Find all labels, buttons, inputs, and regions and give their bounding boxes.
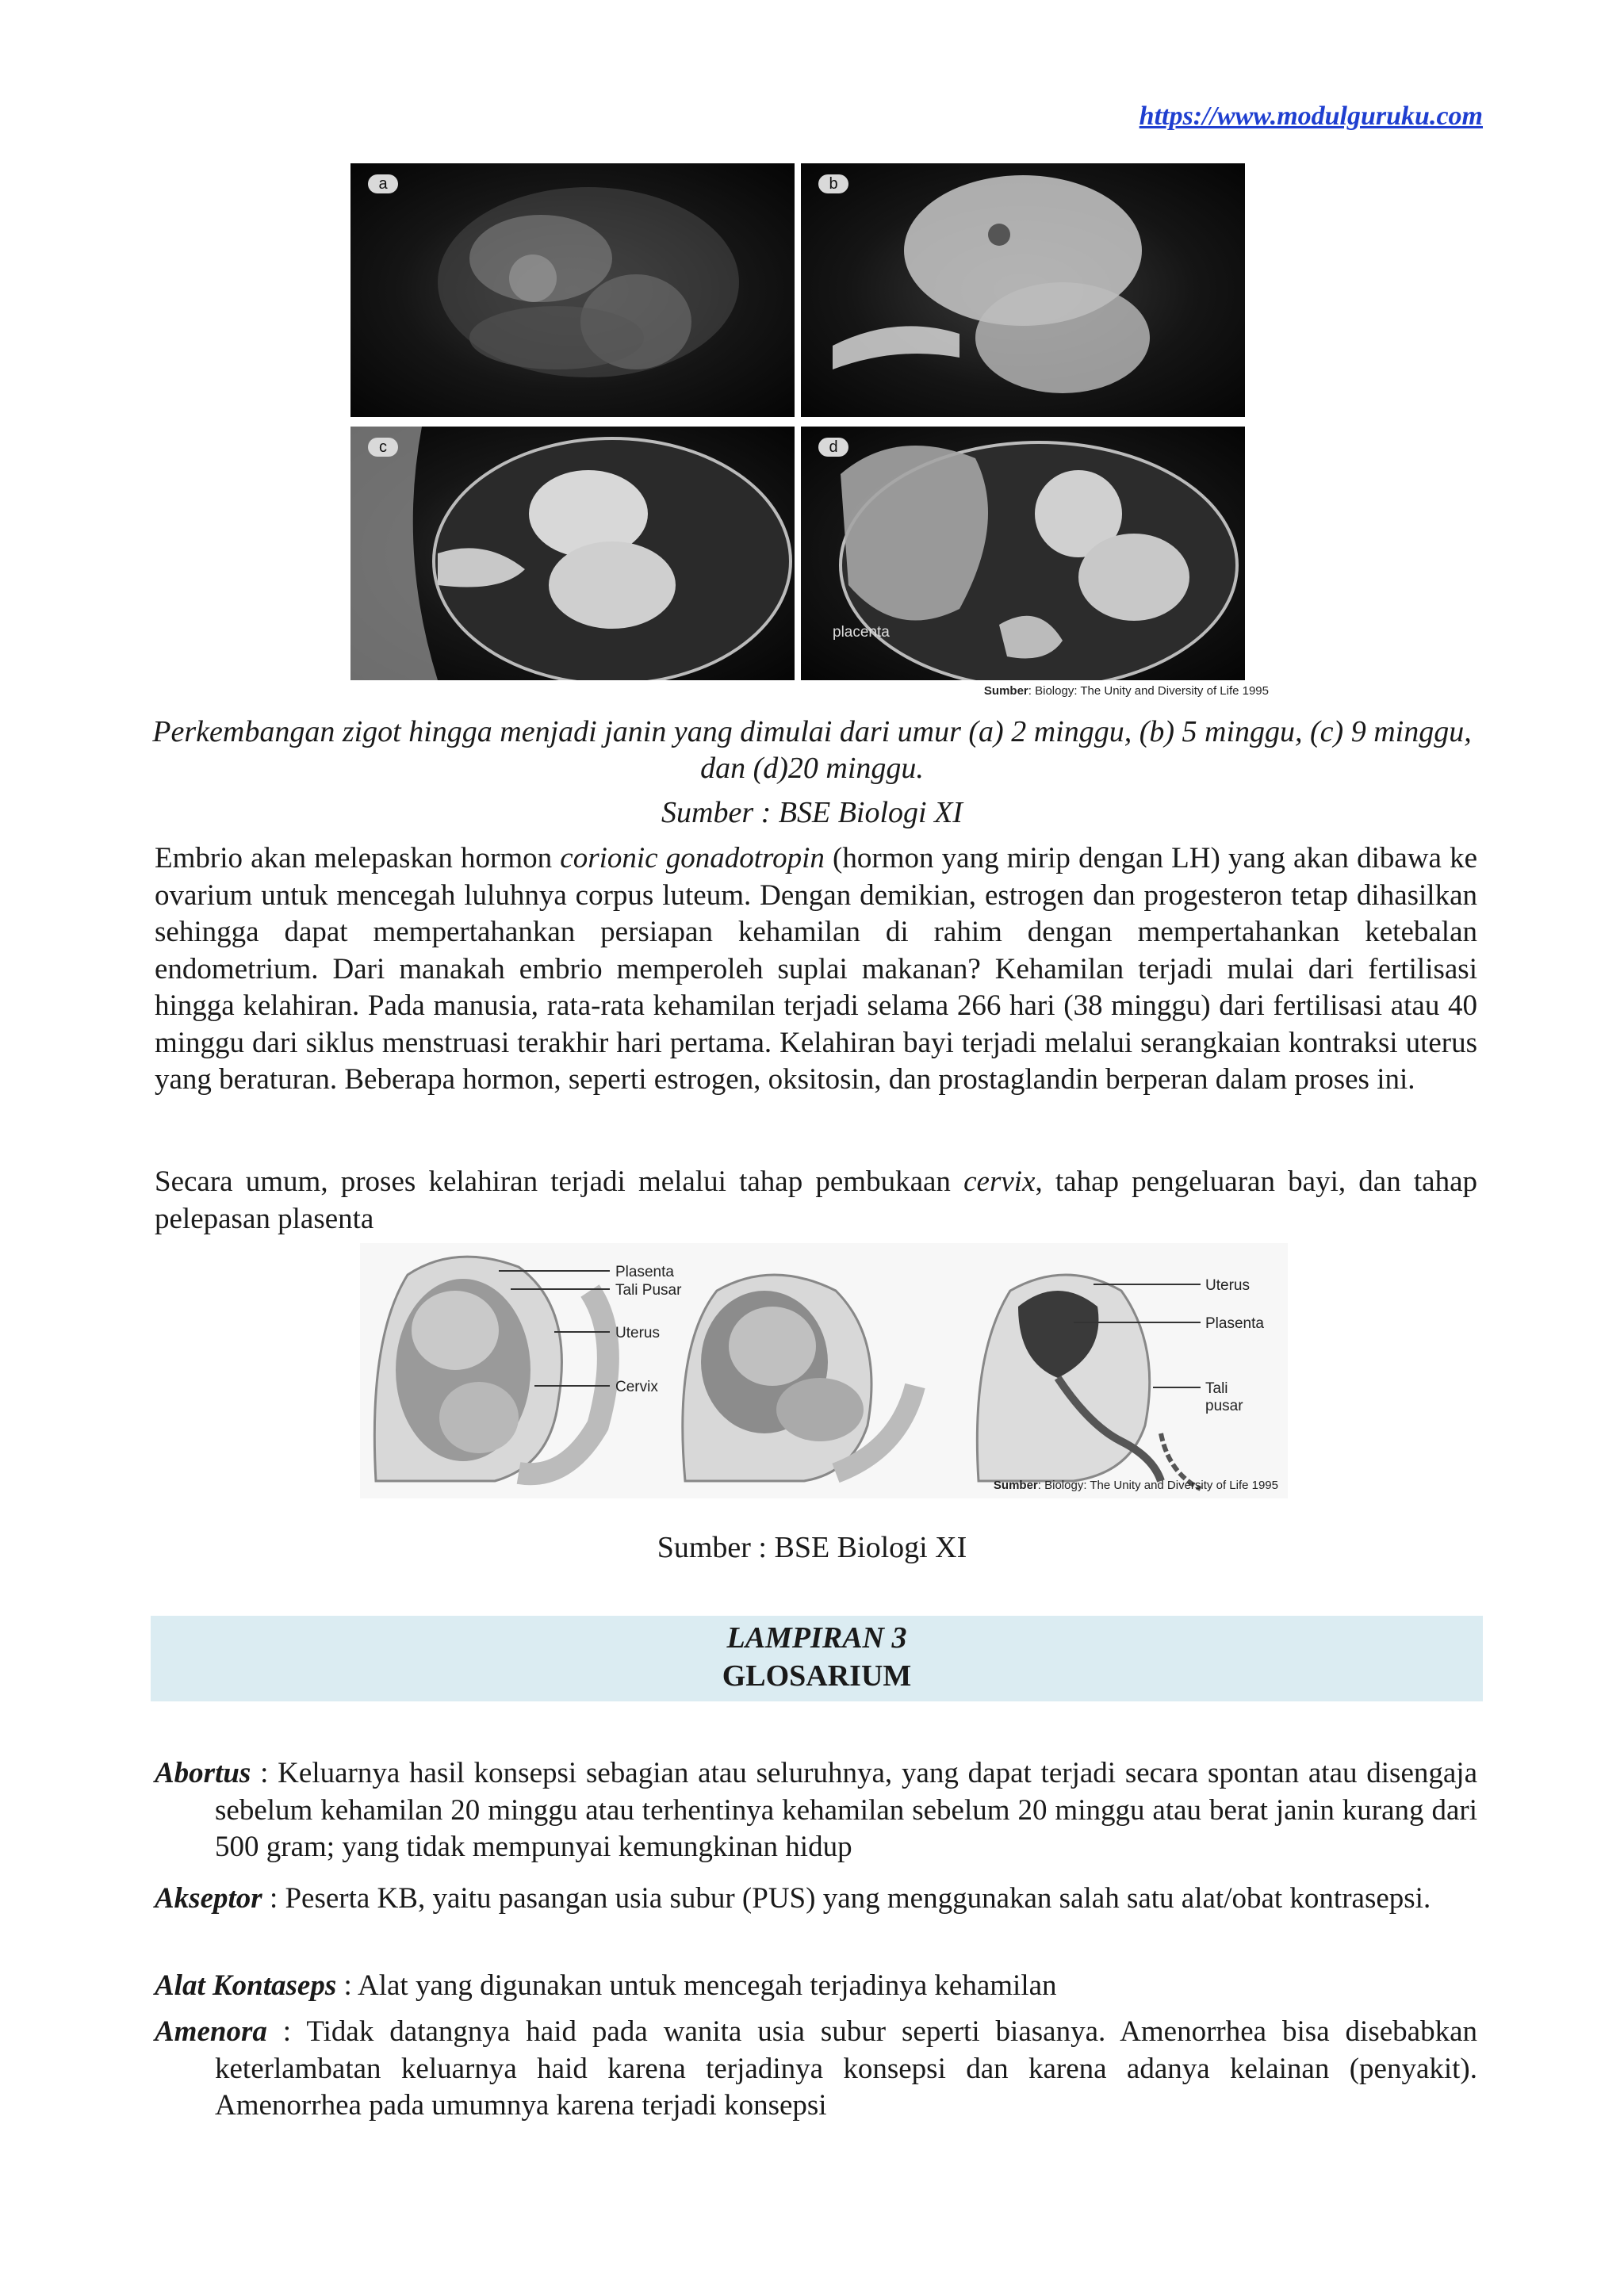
glossary-entry — [155, 1881, 1477, 1918]
glossary-term: Amenora — [155, 2015, 267, 2048]
glossary-term: Abortus — [155, 1757, 251, 1789]
panel-tag-c: c — [368, 438, 398, 457]
embryo-photo-figure — [350, 163, 1278, 698]
glossary-definition: : Keluarnya hasil konsepsi sebagian atau seluruhnya, yang dapat terjadi secara spontan atau disengaja sebelum kehamilan 20 minggu atau terhentinya kehamilan sebelum 20 minggu atau berat janin kurang dari 500 gram; yang tidak mempunyai kemungkinan hidup — [215, 1757, 1477, 1863]
figure-caption-source: Sumber : BSE Biologi XI — [661, 796, 963, 829]
birth-stages-figure — [360, 1243, 1288, 1498]
photo-source-bold: Sumber — [983, 684, 1028, 698]
panel-tag-b: b — [818, 174, 848, 193]
paragraph-1-part2: (hormon yang mirip dengan LH) yang akan dibawa ke ovarium untuk mencegah luluhnya corpus luteum. Dengan demikian, estrogen dan progesteron tetap dihasilkan sehingga dapat mempertahankan persiapan kehamilan di rahim dengan mempertahankan ketebalan endometrium. Dari manakah embrio memperoleh suplai makanan? Kehamilan terjadi mulai dari fertilisasi hingga kelahiran. Pada manusia, rata-rata kehamilan terjadi selama 266 hari (38 minggu) dari fertilisasi atau 40 minggu dari siklus menstruasi terakhir hari pertama. Kelahiran bayi terjadi melalui serangkaian kontraksi uterus yang beraturan. Beberapa hormon, seperti estrogen, oksitosin, dan prostaglandin berperan dalam proses ini. — [155, 842, 1478, 1096]
paragraph-1-part1: Embrio akan melepaskan hormon — [155, 842, 561, 874]
lampiran-header — [151, 1616, 1483, 1701]
paragraph-1-italic: corionic gonadotropin — [560, 842, 825, 874]
label-pusar-right: pusar — [1205, 1398, 1243, 1414]
panel-tag-d: d — [818, 438, 848, 457]
header-url-link[interactable]: https://www.modulguruku.com — [1139, 101, 1483, 131]
label-uterus-left: Uterus — [615, 1325, 660, 1341]
label-plasenta-left: Plasenta — [615, 1264, 674, 1280]
embryo-photo-a — [350, 163, 795, 417]
birth-figure-source — [994, 1479, 1278, 1492]
embryo-photo-c — [350, 427, 795, 680]
paragraph-1 — [155, 840, 1477, 1099]
placenta-photo-label: placenta — [833, 624, 890, 641]
glossary-term: Alat Kontaseps — [155, 1969, 337, 2002]
label-cervix-left: Cervix — [615, 1379, 658, 1395]
paragraph-2 — [155, 1164, 1477, 1238]
label-tali-pusar-left: Tali Pusar — [615, 1282, 682, 1299]
glossary-definition: : Tidak datangnya haid pada wanita usia subur seperti biasanya. Amenorrhea bisa disebabkan keterlambatan keluarnya haid karena terjadinya konsepsi dan karena adanya kelainan (penyakit). Amenorrhea pada umumnya karena terjadi konsepsi — [215, 2015, 1477, 2122]
paragraph-2-part2: , tahap pengeluaran bayi, dan tahap pelepasan plasenta — [155, 1165, 1477, 1235]
embryo-photo-d — [801, 427, 1245, 680]
birth-figure-caption-source: Sumber : BSE Biologi XI — [657, 1531, 967, 1564]
glossary-definition: : Alat yang digunakan untuk mencegah terjadinya kehamilan — [336, 1969, 1057, 2002]
lampiran-title: LAMPIRAN 3 — [726, 1621, 907, 1655]
label-uterus-right: Uterus — [1205, 1277, 1250, 1294]
glosarium-title: GLOSARIUM — [722, 1659, 912, 1693]
photo-figure-source — [984, 684, 1269, 698]
glossary-entry — [155, 2014, 1477, 2125]
figure-caption: Perkembangan zigot hingga menjadi janin yang dimulai dari umur (a) 2 minggu, (b) 5 minggu, (c) 9 minggu, dan (d)20 minggu. — [152, 715, 1472, 785]
photo-source-rest: : Biology: The Unity and Diversity of Life 1995 — [1028, 684, 1269, 698]
birth-source-bold: Sumber — [993, 1479, 1038, 1492]
birth-source-rest: : Biology: The Unity and Diversity of Life 1995 — [1037, 1479, 1278, 1492]
embryo-photo-b — [801, 163, 1245, 417]
label-plasenta-right: Plasenta — [1205, 1315, 1264, 1332]
panel-tag-a: a — [368, 174, 398, 193]
paragraph-2-part1: Secara umum, proses kelahiran terjadi melalui tahap pembukaan — [155, 1165, 964, 1198]
paragraph-2-italic: cervix — [963, 1165, 1036, 1198]
glossary-entry — [155, 1755, 1477, 1866]
glossary-entry — [155, 1968, 1477, 2005]
glossary-term: Akseptor — [155, 1882, 262, 1915]
label-tali-right: Tali — [1205, 1380, 1228, 1397]
glossary-definition: : Peserta KB, yaitu pasangan usia subur (PUS) yang menggunakan salah satu alat/obat kontrasepsi. — [262, 1882, 1431, 1915]
